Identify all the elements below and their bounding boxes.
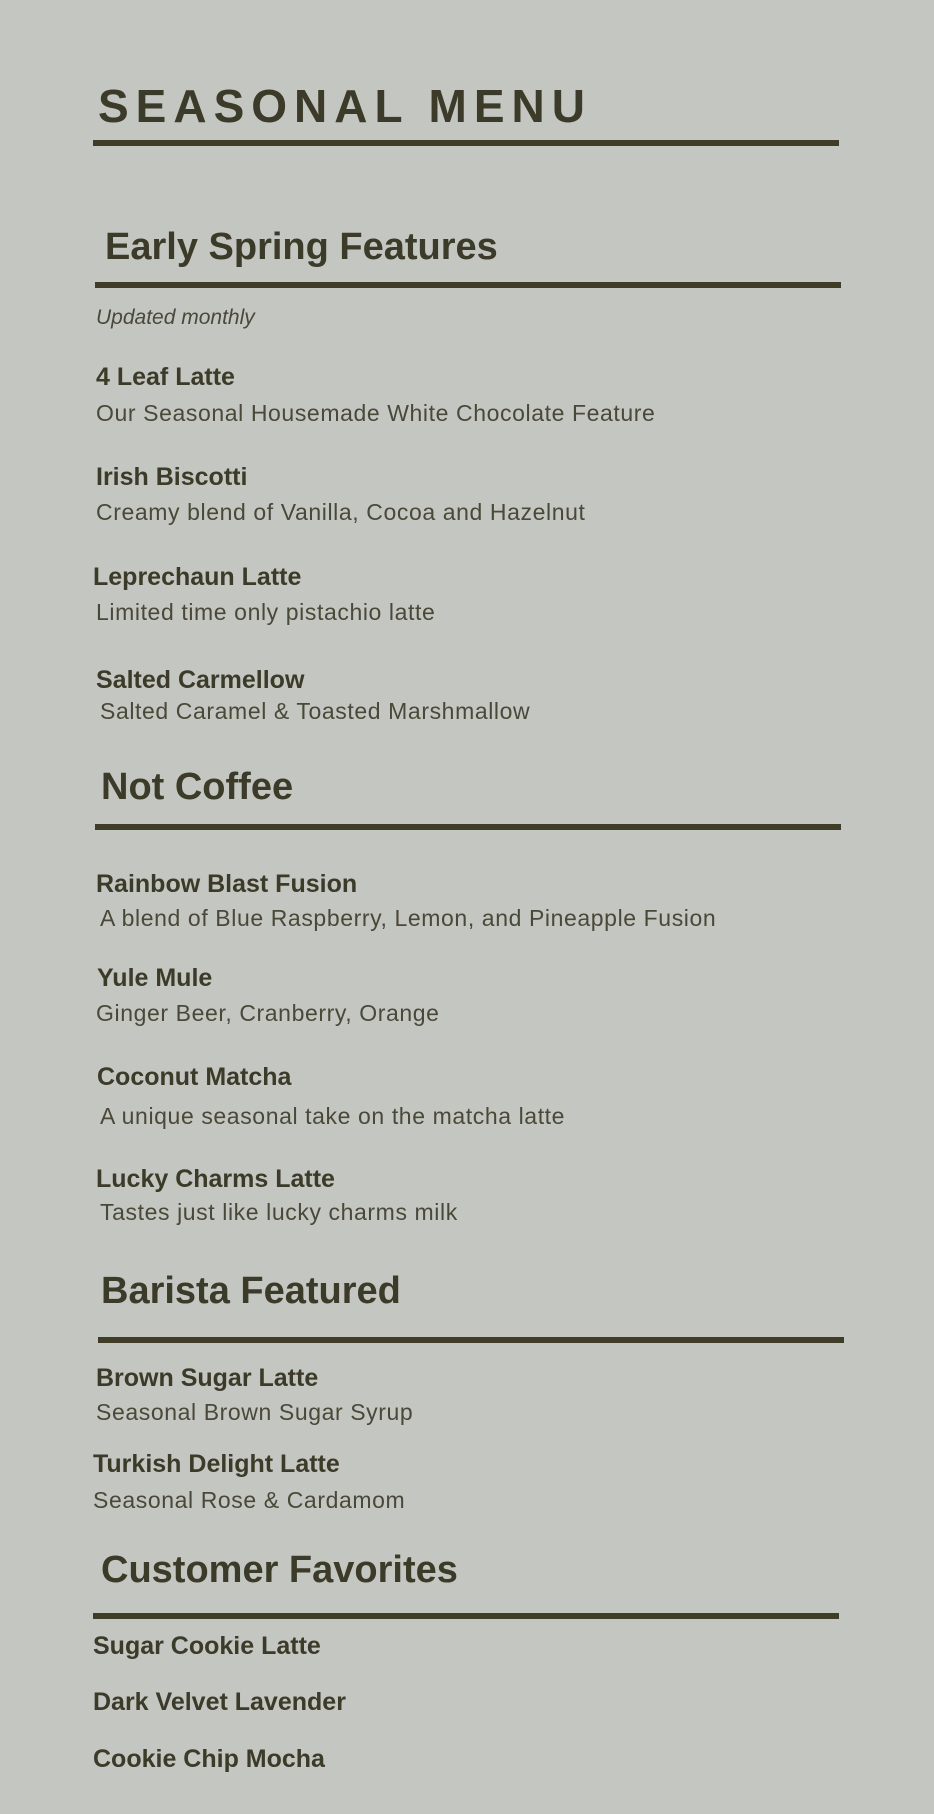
item-name: Dark Velvet Lavender — [93, 1688, 346, 1716]
item-name: Sugar Cookie Latte — [93, 1632, 321, 1660]
item-name: 4 Leaf Latte — [96, 363, 235, 391]
item-description: Creamy blend of Vanilla, Cocoa and Hazelnut — [96, 499, 586, 525]
item-description: Seasonal Rose & Cardamom — [93, 1487, 406, 1513]
section-divider — [98, 1337, 844, 1343]
updated-note: Updated monthly — [96, 306, 255, 329]
item-description: Limited time only pistachio latte — [96, 599, 436, 625]
item-name: Leprechaun Latte — [93, 563, 302, 591]
item-description: A blend of Blue Raspberry, Lemon, and Pineapple Fusion — [100, 905, 717, 931]
item-name: Cookie Chip Mocha — [93, 1745, 325, 1773]
section-divider — [93, 1613, 839, 1619]
item-description: Tastes just like lucky charms milk — [100, 1199, 458, 1225]
item-description: Ginger Beer, Cranberry, Orange — [96, 1000, 440, 1026]
page-title: SEASONAL MENU — [98, 80, 592, 132]
section-title-not-coffee: Not Coffee — [101, 766, 294, 808]
item-name: Rainbow Blast Fusion — [96, 870, 358, 898]
item-description: Salted Caramel & Toasted Marshmallow — [100, 698, 531, 724]
section-title-barista-featured: Barista Featured — [101, 1270, 401, 1312]
item-name: Brown Sugar Latte — [96, 1364, 319, 1392]
item-name: Yule Mule — [97, 964, 213, 992]
section-divider — [95, 282, 841, 288]
item-description: A unique seasonal take on the matcha latte — [100, 1103, 566, 1129]
item-description: Our Seasonal Housemade White Chocolate Feature — [96, 400, 656, 426]
section-title-customer-favorites: Customer Favorites — [101, 1549, 458, 1591]
item-name: Coconut Matcha — [97, 1063, 292, 1091]
item-name: Irish Biscotti — [96, 463, 248, 491]
item-description: Seasonal Brown Sugar Syrup — [96, 1399, 414, 1425]
item-name: Salted Carmellow — [96, 666, 305, 694]
section-title-early-spring: Early Spring Features — [105, 226, 498, 268]
item-name: Lucky Charms Latte — [96, 1165, 335, 1193]
item-name: Turkish Delight Latte — [93, 1450, 340, 1478]
section-divider — [95, 824, 841, 830]
title-divider — [93, 140, 839, 146]
